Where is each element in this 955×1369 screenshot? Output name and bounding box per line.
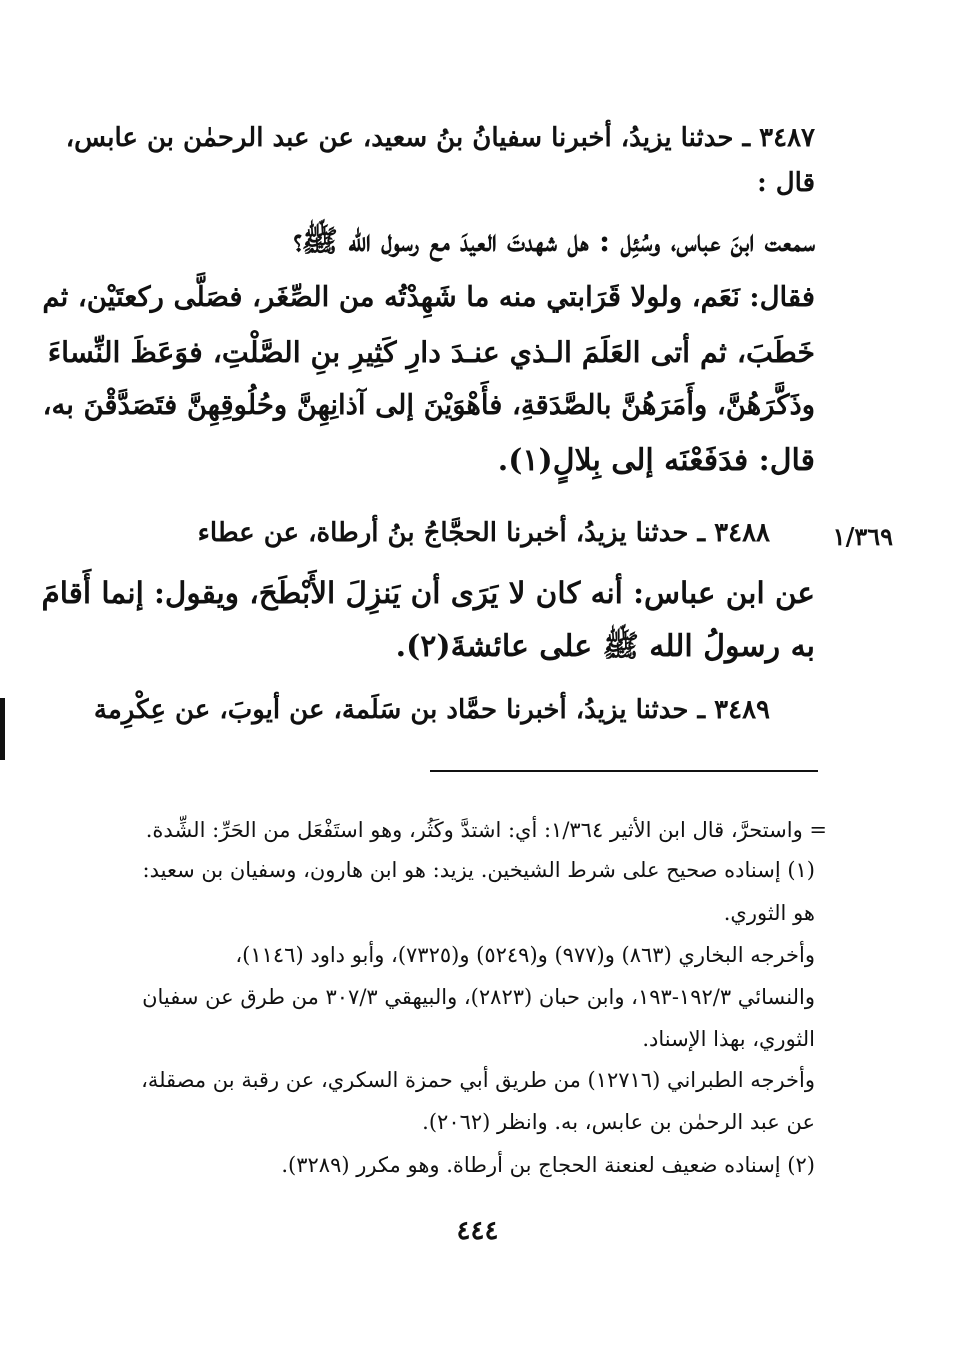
matn-3487-line-1: سمعت ابنَ عباس، وسُئِل : هل شهدتَ العيدَ مع رسول الله ﷺ؟ bbox=[293, 224, 815, 259]
scan-edge-mark bbox=[0, 698, 5, 760]
matn-3487-line-3: خَطَبَ، ثم أتى العَلَمَ الـذي عنـدَ دارِ كَثِيرِ بنِ الصَّلْتِ، فوَعَظَ النِّساءَ bbox=[47, 335, 815, 369]
footnote-2: (٢) إسناده ضعيف لعنعنة الحجاج بن أرطاة. وهو مكرر (٣٢٨٩). bbox=[281, 1153, 815, 1177]
footnote-1-line-4: والنسائي ١٩٢/٣-١٩٣، وابن حبان (٢٨٢٣)، والبيهقي ٣٠٧/٣ من طرق عن سفيان bbox=[142, 985, 815, 1009]
footnote-1-line-6: وأخرجه الطبراني (١٢٧١٦) من طريق أبي حمزة السكري، عن رقبة بن مصقلة، bbox=[141, 1068, 815, 1092]
footnote-1-line-3: وأخرجه البخاري (٨٦٣) و(٩٧٧) و(٥٢٤٩) و(٧٣٢٥)، وأبو داود (١١٤٦)، bbox=[235, 943, 815, 967]
margin-reference: ١/٣٦٩ bbox=[832, 522, 893, 551]
footnote-1-line-1: (١) إسناده صحيح على شرط الشيخين. يزيد: هو ابن هارون، وسفيان بن سعيد: bbox=[142, 858, 815, 882]
hadith-3488-isnad-line1: ٣٤٨٨ ـ حدثنا يزيدُ، أخبرنا الحجَّاجُ بنُ أرطاة، عن عطاء bbox=[197, 518, 770, 548]
footnote-1-line-5: الثوري، بهذا الإسناد. bbox=[642, 1027, 815, 1051]
matn-3488-line-2: به رسولُ الله ﷺ على عائشةَ(٢). bbox=[395, 629, 815, 664]
footnote-1-line-2: هو الثوري. bbox=[723, 901, 815, 925]
footnote-continuation: = واستحرَّ، قال ابن الأثير ١/٣٦٤: أي: اشتدَّ وكَثُر، وهو استَفْعَل من الحَرِّ: الشِّدة. bbox=[145, 818, 827, 842]
footnote-separator bbox=[430, 770, 818, 772]
hadith-3487-isnad-line2: قال : bbox=[757, 168, 815, 198]
matn-3488-line-1: عن ابن عباس: أنه كان لا يَرَى أن يَنزِلَ الأَبْطَحَ، ويقول: إنما أَقامَ bbox=[41, 575, 815, 610]
footnote-1-line-7: عن عبد الرحمٰن بن عابس، به. وانظر (٢٠٦٢). bbox=[422, 1110, 815, 1134]
page-number: ٤٤٤ bbox=[456, 1216, 499, 1246]
matn-3487-line-4: وذَكَّرَهُنَّ، وأَمَرَهُنَّ بالصَّدَقةِ، فأَهْوَيْنَ إلى آذانِهِنَّ وحُلُوقِهِنَّ فتَصَدَّقْنَ به، bbox=[42, 389, 815, 421]
hadith-3489-isnad-line1: ٣٤٨٩ ـ حدثنا يزيدُ، أخبرنا حمَّاد بن سَلَمة، عن أيوبَ، عن عِكْرِمة bbox=[93, 695, 770, 725]
hadith-3487-isnad-line1: ٣٤٨٧ ـ حدثنا يزيدُ، أخبرنا سفيانُ بنُ سعيد، عن عبد الرحمٰن بن عابس، bbox=[65, 123, 815, 153]
matn-3487-line-2: فقال: نَعَم، ولولا قَرَابتي منه ما شَهِدْتُه من الصِّغَر، فصَلَّى ركعتَيْن، ثم bbox=[42, 281, 815, 313]
matn-3487-line-5: قال: فدَفَعْنَه إلى بِلالٍ(١). bbox=[497, 443, 815, 478]
